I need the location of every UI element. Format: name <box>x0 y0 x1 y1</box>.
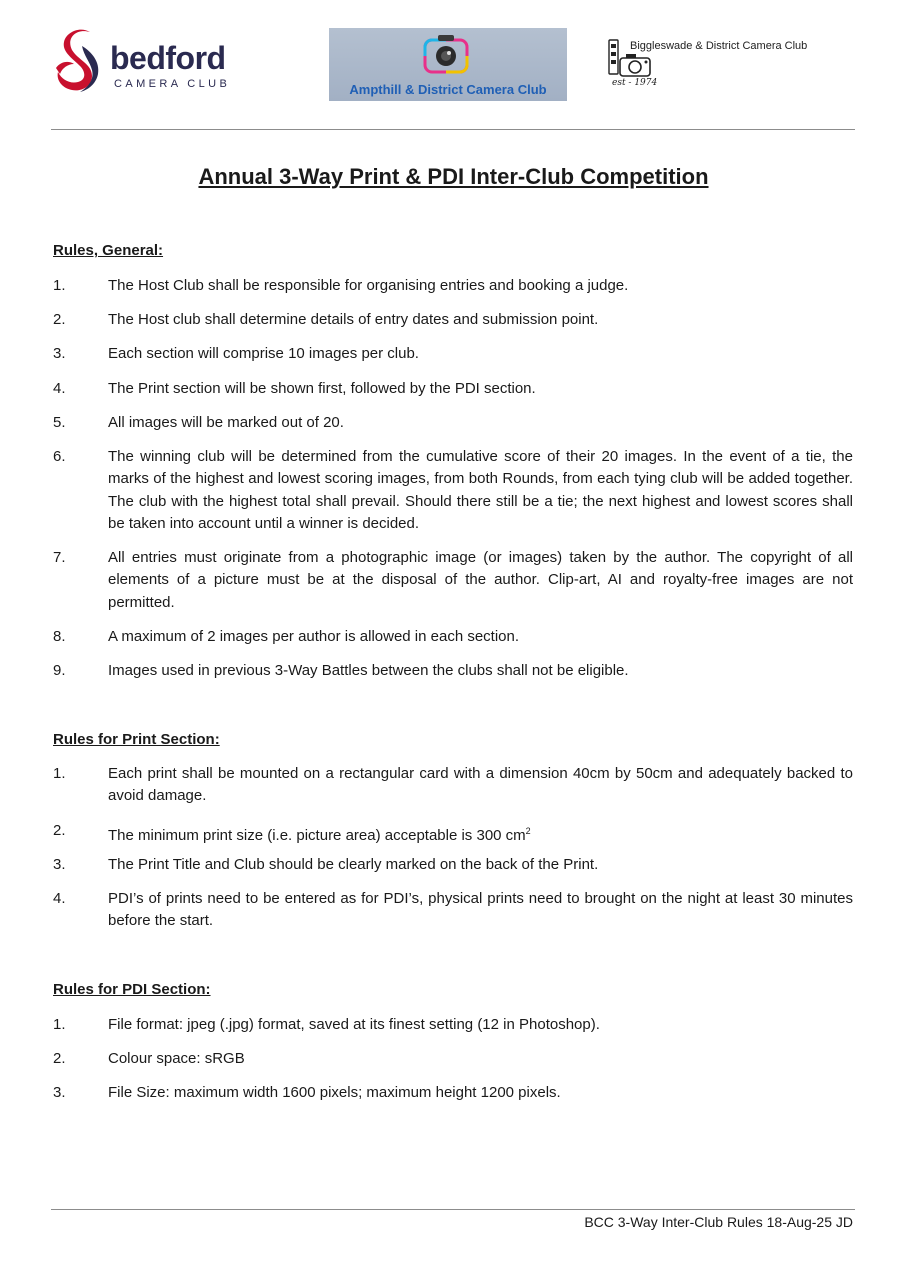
general-rule-7 <box>53 547 853 614</box>
ampthill-name: Ampthill & District Camera Club <box>349 82 547 97</box>
biggleswade-name: Biggleswade & District Camera Club <box>630 40 808 52</box>
rule-number: 9. <box>53 662 66 679</box>
rule-text: The Print section will be shown first, followed by the PDI section. <box>108 380 536 397</box>
rule-number: 3. <box>53 1084 66 1101</box>
ampthill-camera-club-logo <box>329 28 567 101</box>
general-rule-9 <box>53 660 853 682</box>
rule-number: 6. <box>53 448 66 465</box>
biggleswade-est: est - 1974 <box>612 78 658 88</box>
bedford-camera-club-logo <box>52 28 232 94</box>
rule-text: All entries must originate from a photographic image (or images) taken by the author. The copyright of all elements of a picture must be at the disposal of the author. Clip-art, AI and royalty-free images are not permitted. <box>108 549 853 611</box>
rule-number: 1. <box>53 1016 66 1033</box>
print-rule-4 <box>53 888 853 933</box>
general-rule-4 <box>53 378 853 400</box>
rule-text: File format: jpeg (.jpg) format, saved at its finest setting (12 in Photoshop). <box>108 1016 600 1033</box>
rule-number: 2. <box>53 1050 66 1067</box>
general-rule-5 <box>53 412 853 434</box>
rule-text: The Host Club shall be responsible for organising entries and booking a judge. <box>108 277 629 294</box>
rule-number: 7. <box>53 549 66 566</box>
rule-number: 2. <box>53 311 66 328</box>
swan-icon <box>52 28 108 94</box>
rule-text: Images used in previous 3-Way Battles between the clubs shall not be eligible. <box>108 662 629 679</box>
rule-text: The Print Title and Club should be clearly marked on the back of the Print. <box>108 856 599 873</box>
general-rule-6 <box>53 446 853 535</box>
header-divider <box>51 129 855 130</box>
print-rule-1 <box>53 763 853 808</box>
rule-text: Each print shall be mounted on a rectangular card with a dimension 40cm by 50cm and adequately backed to avoid damage. <box>108 765 853 805</box>
rule-text: PDI’s of prints need to be entered as for PDI’s, physical prints need to brought on the night at least 30 minutes before the start. <box>108 890 853 930</box>
rule-number: 4. <box>53 380 66 397</box>
rule-number: 2. <box>53 822 66 839</box>
pdi-rules-heading: Rules for PDI Section: <box>53 981 211 998</box>
header <box>0 0 907 130</box>
bedford-name: bedford <box>110 40 226 76</box>
rule-number: 1. <box>53 277 66 294</box>
rule-number: 5. <box>53 414 66 431</box>
rule-number: 3. <box>53 345 66 362</box>
print-rule-2 <box>53 820 853 847</box>
biggleswade-camera-club-logo <box>608 38 858 94</box>
document-title: Annual 3-Way Print & PDI Inter-Club Competition <box>198 164 709 189</box>
rule-text-main: The minimum print size (i.e. picture area) acceptable is 300 cm <box>108 827 526 844</box>
general-rule-8 <box>53 626 853 648</box>
general-rule-2 <box>53 309 853 331</box>
rule-text: The Host club shall determine details of entry dates and submission point. <box>108 311 599 328</box>
rule-number: 8. <box>53 628 66 645</box>
pdi-rule-1 <box>53 1014 853 1036</box>
rule-text: The winning club will be determined from the cumulative score of their 20 images. In the event of a tie, the marks of the highest and lowest scoring images, from both Rounds, from each tying club will be added together. The club with the highest total shall prevail. Should there still be a tie; the next highest and lowest scores shall be taken into account until a winner is decided. <box>108 448 853 532</box>
rule-text <box>108 820 853 847</box>
general-rule-3 <box>53 343 853 365</box>
rule-text: File Size: maximum width 1600 pixels; maximum height 1200 pixels. <box>108 1084 561 1101</box>
rule-text: Colour space: sRGB <box>108 1050 245 1067</box>
footer-text: BCC 3-Way Inter-Club Rules 18-Aug-25 JD <box>584 1214 853 1230</box>
general-rules-heading: Rules, General: <box>53 242 164 259</box>
rule-number: 1. <box>53 765 66 782</box>
rule-text: Each section will comprise 10 images per club. <box>108 345 419 362</box>
rule-number: 3. <box>53 856 66 873</box>
general-rule-1 <box>53 275 853 297</box>
footer-divider <box>51 1209 855 1210</box>
pdi-rule-3 <box>53 1082 853 1104</box>
bedford-subtitle: CAMERA CLUB <box>114 78 231 90</box>
camera-icon <box>421 32 471 74</box>
rule-number: 4. <box>53 890 66 907</box>
rule-text: A maximum of 2 images per author is allowed in each section. <box>108 628 520 645</box>
print-rule-3 <box>53 854 853 876</box>
rule-text: All images will be marked out of 20. <box>108 414 344 431</box>
superscript: 2 <box>525 826 531 836</box>
pdi-rule-2 <box>53 1048 853 1070</box>
print-rules-heading: Rules for Print Section: <box>53 731 220 748</box>
